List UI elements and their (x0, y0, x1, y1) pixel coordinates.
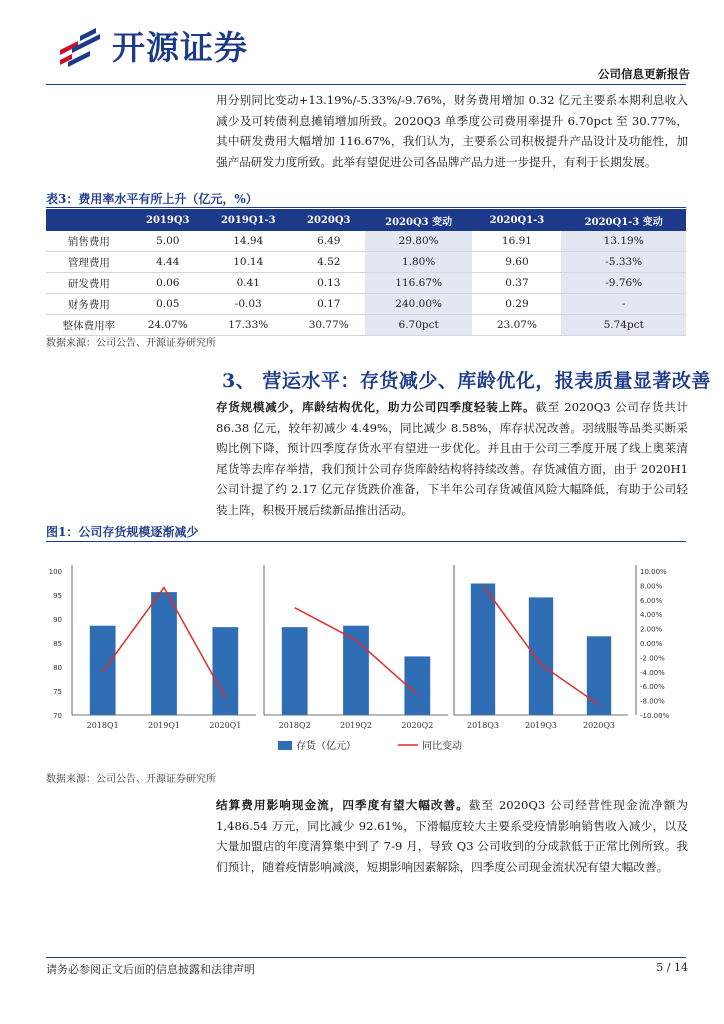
row-label: 销售费用 (46, 231, 132, 252)
table-header-cell: 2020Q3 (293, 209, 365, 231)
section3-heading: 3、 营运水平：存货减少、库龄优化，报表质量显著改善 (222, 370, 711, 392)
inventory-bar (151, 592, 177, 715)
table3-caption-rule (46, 207, 686, 208)
header-rule (46, 84, 686, 85)
expense-paragraph: 用分别同比变动+13.19%/-5.33%/-9.76%，财务费用增加 0.32 亿元主要系本期利息收入减少及可转债利息摊销增加所致。2020Q3 单季度公司费用率提升 6.70pct 至 30.77%，其中研发费用大幅增加 116.67%，我们认为，主要系公司积极提升产品设计及功能性，加强产品研发力度所致。此举有望促进公司各品牌产品力进一步提升，有利于长期发展。 (216, 93, 688, 169)
table-cell: 6.70pct (365, 315, 473, 336)
y-left-tick-label: 90 (53, 616, 62, 624)
inventory-bar (404, 656, 430, 715)
table-cell: - (561, 294, 686, 315)
table-cell: 0.37 (472, 273, 561, 294)
x-tick-label: 2018Q3 (466, 721, 500, 730)
brand-logo-icon (56, 26, 106, 68)
x-tick-label: 2020Q3 (582, 721, 616, 730)
table-row (46, 231, 686, 252)
x-tick-label: 2018Q2 (278, 721, 311, 730)
table-header-cell: 2020Q3 变动 (365, 209, 473, 231)
inventory-bar (587, 636, 611, 715)
figure1-caption: 图1：公司存货规模逐渐减少 (46, 525, 199, 539)
footer-rule (46, 957, 686, 958)
inventory-bar (212, 627, 238, 715)
table-cell: -0.03 (204, 294, 293, 315)
report-type: 公司信息更新报告 (598, 67, 690, 81)
table-header-cell: 2020Q1-3 (472, 209, 561, 231)
cashflow-body: 截至 2020Q3 公司经营性现金流净额为 1,486.54 万元，同比减少 92.61%，下滑幅度较大主要系受疫情影响销售收入减少，以及大量加盟店的年度清算集中到了 7-9 月，导致 Q3 公司收到的分成款低于正常比例所致。我们预计，随着疫情影响减淡，短期影响因素解除，四季度公司现金流状况有望大幅改善。 (216, 798, 688, 874)
table-cell: -9.76% (561, 273, 686, 294)
table-cell: 30.77% (293, 315, 365, 336)
y-right-tick-label: 6.00% (640, 596, 663, 605)
table-header-cell: 2020Q1-3 变动 (561, 209, 686, 231)
y-left-tick-label: 95 (53, 592, 62, 600)
table-header-cell (46, 209, 132, 231)
table-header-cell: 2019Q1-3 (204, 209, 293, 231)
y-right-tick-label: 4.00% (640, 611, 663, 620)
inventory-chart (46, 555, 686, 765)
row-label: 研发费用 (46, 273, 132, 294)
x-tick-label: 2019Q2 (339, 721, 373, 730)
legend-bar-swatch (278, 741, 292, 750)
y-left-tick-label: 100 (48, 568, 62, 576)
figure1-caption-rule (46, 541, 686, 542)
table-header-cell: 2019Q3 (132, 209, 204, 231)
table-cell: 17.33% (204, 315, 293, 336)
y-right-tick-label: 10.00% (640, 568, 667, 576)
x-tick-label: 2020Q2 (401, 721, 434, 730)
table-cell: 5.74pct (561, 315, 686, 336)
table-row (46, 252, 686, 273)
table-cell: 4.44 (132, 252, 204, 273)
cashflow-paragraph (216, 795, 688, 877)
table-cell: 10.14 (204, 252, 293, 273)
y-left-tick-label: 80 (53, 664, 62, 672)
x-tick-label: 2019Q1 (147, 721, 181, 730)
inventory-lead: 存货规模减少，库龄结构优化，助力公司四季度轻装上阵。 (216, 400, 536, 414)
brand-name: 开源证券 (112, 28, 248, 67)
inventory-paragraph (216, 397, 688, 520)
table-cell: 23.07% (472, 315, 561, 336)
table-cell: 0.06 (132, 273, 204, 294)
table-cell: 9.60 (472, 252, 561, 273)
table-cell: 0.41 (204, 273, 293, 294)
table-cell: 116.67% (365, 273, 473, 294)
figure1-source: 数据来源：公司公告、开源证券研究所 (46, 774, 216, 785)
legend-line-label: 同比变动 (422, 741, 462, 752)
y-right-tick-label: -6.00% (640, 683, 665, 692)
x-tick-label: 2019Q3 (524, 721, 558, 730)
legend-bar-label: 存货（亿元） (296, 741, 356, 752)
y-left-tick-label: 85 (53, 640, 62, 648)
table-cell: -5.33% (561, 252, 686, 273)
row-label: 管理费用 (46, 252, 132, 273)
row-label: 整体费用率 (46, 315, 132, 336)
x-tick-label: 2020Q1 (209, 721, 242, 730)
table-cell: 4.52 (293, 252, 365, 273)
table-cell: 6.49 (293, 231, 365, 252)
table-cell: 0.05 (132, 294, 204, 315)
table-cell: 5.00 (132, 231, 204, 252)
page-number: 5 / 14 (656, 961, 688, 974)
table-row (46, 315, 686, 336)
table3-caption: 表3：费用率水平有所上升（亿元，%） (46, 192, 258, 206)
expense-table (46, 209, 686, 336)
table-cell: 14.94 (204, 231, 293, 252)
table-cell: 24.07% (132, 315, 204, 336)
table-cell: 0.17 (293, 294, 365, 315)
table-cell: 13.19% (561, 231, 686, 252)
inventory-bar (471, 583, 495, 715)
inventory-body: 截至 2020Q3 公司存货共计 86.38 亿元，较年初减少 4.49%，同比减少 8.58%，库存状况改善。羽绒服等品类买断采购比例下降，预计四季度存货水平有望进一步优化。并且由于公司三季度开展了线上奥莱清尾货等去库存举措，我们预计公司存货库龄结构将持续改善。存货减值方面，由于 2020H1 公司计提了约 2.17 亿元存货跌价准备，下半年公司存货减值风险大幅降低，有助于公司轻装上阵，积极开展后续新品推出活动。 (216, 400, 688, 517)
y-right-tick-label: 8.00% (640, 582, 663, 591)
table3-source: 数据来源：公司公告、开源证券研究所 (46, 338, 216, 349)
inventory-bar (90, 626, 116, 715)
cashflow-lead: 结算费用影响现金流，四季度有望大幅改善。 (216, 798, 469, 812)
table-cell: 16.91 (472, 231, 561, 252)
y-left-tick-label: 75 (53, 688, 62, 696)
y-right-tick-label: 2.00% (640, 625, 663, 634)
table-cell: 0.13 (293, 273, 365, 294)
y-left-tick-label: 70 (53, 712, 62, 720)
inventory-bar (343, 626, 369, 715)
y-right-tick-label: 0.00% (640, 640, 663, 648)
y-right-tick-label: -4.00% (640, 668, 665, 677)
footer-disclaimer: 请务必参阅正文后面的信息披露和法律声明 (46, 963, 255, 976)
table-header-row (46, 209, 686, 231)
table-cell: 240.00% (365, 294, 473, 315)
table-row (46, 273, 686, 294)
x-tick-label: 2018Q1 (86, 721, 119, 730)
y-right-tick-label: -10.00% (640, 712, 670, 720)
table-cell: 0.29 (472, 294, 561, 315)
inventory-bar (529, 597, 553, 715)
row-label: 财务费用 (46, 294, 132, 315)
table-row (46, 294, 686, 315)
y-right-tick-label: -2.00% (640, 654, 665, 663)
inventory-bar (282, 627, 308, 715)
table-cell: 29.80% (365, 231, 473, 252)
table-cell: 1.80% (365, 252, 473, 273)
y-right-tick-label: -8.00% (640, 697, 665, 706)
